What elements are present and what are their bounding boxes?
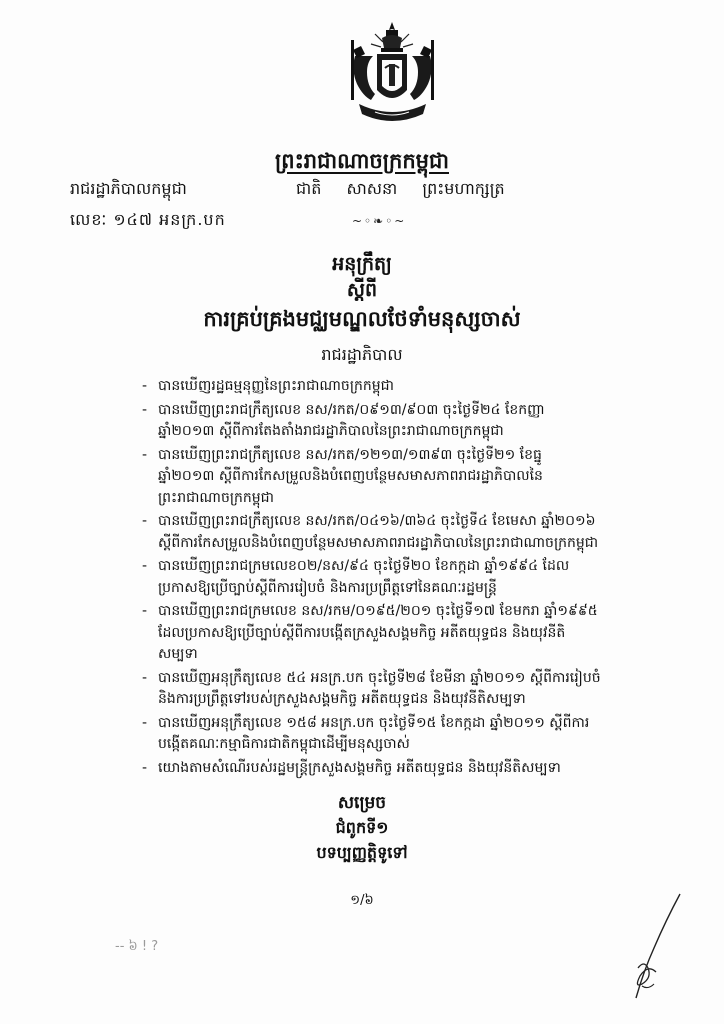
page-number: ១/៦ <box>350 893 374 908</box>
list-dash: - <box>142 603 148 619</box>
document-subject: ការគ្រប់គ្រងមជ្ឈមណ្ឌលថែទាំមនុស្សចាស់ <box>203 307 521 331</box>
issuer: រាជរដ្ឋាភិបាល <box>321 345 403 364</box>
consideration-text: បានឃើញព្រះរាជក្រមលេខ នស/រកម/០១៩៥/២០១ ចុះថ្ងៃទី១៧ ខែមករា ឆ្នាំ១៩៩៥ ដែលប្រកាសឱ្យប្រើច្បាប់ស្តីពីការបង្កើតក្រសួងសង្គមកិច្ច អតីតយុទ្ធជន និងយុវនីតិសម្បទា <box>158 603 598 662</box>
consideration-item <box>142 511 602 554</box>
list-dash: - <box>142 669 148 686</box>
list-dash: - <box>142 714 148 731</box>
decision-heading: សម្រេច <box>337 793 387 813</box>
consideration-item <box>142 758 602 780</box>
consideration-text: បានឃើញអនុក្រឹត្យលេខ ១៥៨ អនក្រ.បក ចុះថ្ងៃទី១៥ ខែកក្កដា ឆ្នាំ២០១១ ស្តីពីការបង្កើតគណៈកម្មាធិការជាតិកម្ពុជាដើម្បីមនុស្សចាស់ <box>158 714 590 752</box>
consideration-item <box>142 556 602 599</box>
consideration-text: បានឃើញរដ្ឋធម្មនុញ្ញនៃព្រះរាជាណាចក្រកម្ពុជា <box>158 378 394 394</box>
kingdom-title: ព្រះរាជាណាចក្រកម្ពុជា <box>274 149 449 173</box>
list-dash: - <box>142 401 148 418</box>
consideration-item <box>142 668 602 711</box>
document-type: អនុក្រឹត្យ <box>332 253 392 275</box>
consideration-text: បានឃើញព្រះរាជក្រឹត្យលេខ នស/រកត/០៤១៦/៣៦៤ ចុះថ្ងៃទី៤ ខែមេសា ឆ្នាំ២០១៦ ស្តីពីការកែសម្រួលនិងបំពេញបន្ថែមសមាសភាពរាជរដ្ឋាភិបាលនៃព្រះរាជាណាចក្រកម្ពុជា <box>158 513 599 551</box>
consideration-item <box>142 400 602 443</box>
list-dash: - <box>142 558 148 574</box>
considerations-list <box>142 376 602 781</box>
consideration-item <box>142 376 602 398</box>
consideration-text: យោងតាមសំណើរបស់រដ្ឋមន្ត្រីក្រសួងសង្គមកិច្ច អតីតយុទ្ធជន និងយុវនីតិសម្បទា <box>158 759 561 776</box>
consideration-text: បានឃើញព្រះរាជក្រឹត្យលេខ នស/រកត/១២១៣/១៣៩៣ ចុះថ្ងៃទី២១ ខែធ្នូ ឆ្នាំ២០១៣ ស្តីពីការកែសម្រួលនិងបំពេញបន្ថែមសមាសភាពរាជរដ្ឋាភិបាលនៃព្រះរាជាណាចក្រកម្ពុជា <box>158 446 543 506</box>
government-name: រាជរដ្ឋាភិបាលកម្ពុជា <box>70 179 187 198</box>
list-dash: - <box>142 378 148 394</box>
chapter-number: ជំពូកទី១ <box>335 818 389 837</box>
consideration-item <box>142 713 602 756</box>
list-dash: - <box>142 759 148 776</box>
margin-note: -- ៦ ! ? <box>115 939 159 954</box>
national-motto: ជាតិ សាសនា ព្រះមហាក្សត្រ <box>296 179 505 198</box>
document-about: ស្តីពី <box>346 279 378 301</box>
signature-icon <box>618 890 688 1010</box>
consideration-item <box>142 601 602 666</box>
consideration-item <box>142 445 602 510</box>
royal-coat-of-arms-icon <box>345 20 440 130</box>
consideration-text: បានឃើញអនុក្រឹត្យលេខ ៥៤ អនក្រ.បក ចុះថ្ងៃទី២៨ ខែមីនា ឆ្នាំ២០១១ ស្តីពីការរៀបចំនិងការប្រព្រឹត្តទៅរបស់ក្រសួងសង្គមកិច្ច អតីតយុទ្ធជន និងយុវនីតិសម្បទា <box>158 669 601 707</box>
list-dash: - <box>142 513 148 529</box>
consideration-text: បានឃើញព្រះរាជក្រឹត្យលេខ នស/រកត/០៩១៣/៩០៣ ចុះថ្ងៃទី២៤ ខែកញ្ញា ឆ្នាំ២០១៣ ស្តីពីការតែងតាំងរាជរដ្ឋាភិបាលនៃព្រះរាជាណាចក្រកម្ពុជា <box>158 401 545 439</box>
reference-number: លេខៈ ១៤៧ អនក្រ.បក <box>70 210 226 229</box>
list-dash: - <box>142 446 148 463</box>
consideration-text: បានឃើញព្រះរាជក្រមលេខ០២/នស/៩៤ ចុះថ្ងៃទី២០ ខែកក្កដា ឆ្នាំ១៩៩៤ ដែលប្រកាសឱ្យប្រើច្បាប់ស្តីពីការរៀបចំ និងការប្រព្រឹត្តទៅនៃគណៈរដ្ឋមន្ត្រី <box>158 558 570 596</box>
ornament-divider: ~◦❧◦~ <box>352 214 407 228</box>
chapter-title: បទប្បញ្ញត្តិទូទៅ <box>316 843 408 862</box>
